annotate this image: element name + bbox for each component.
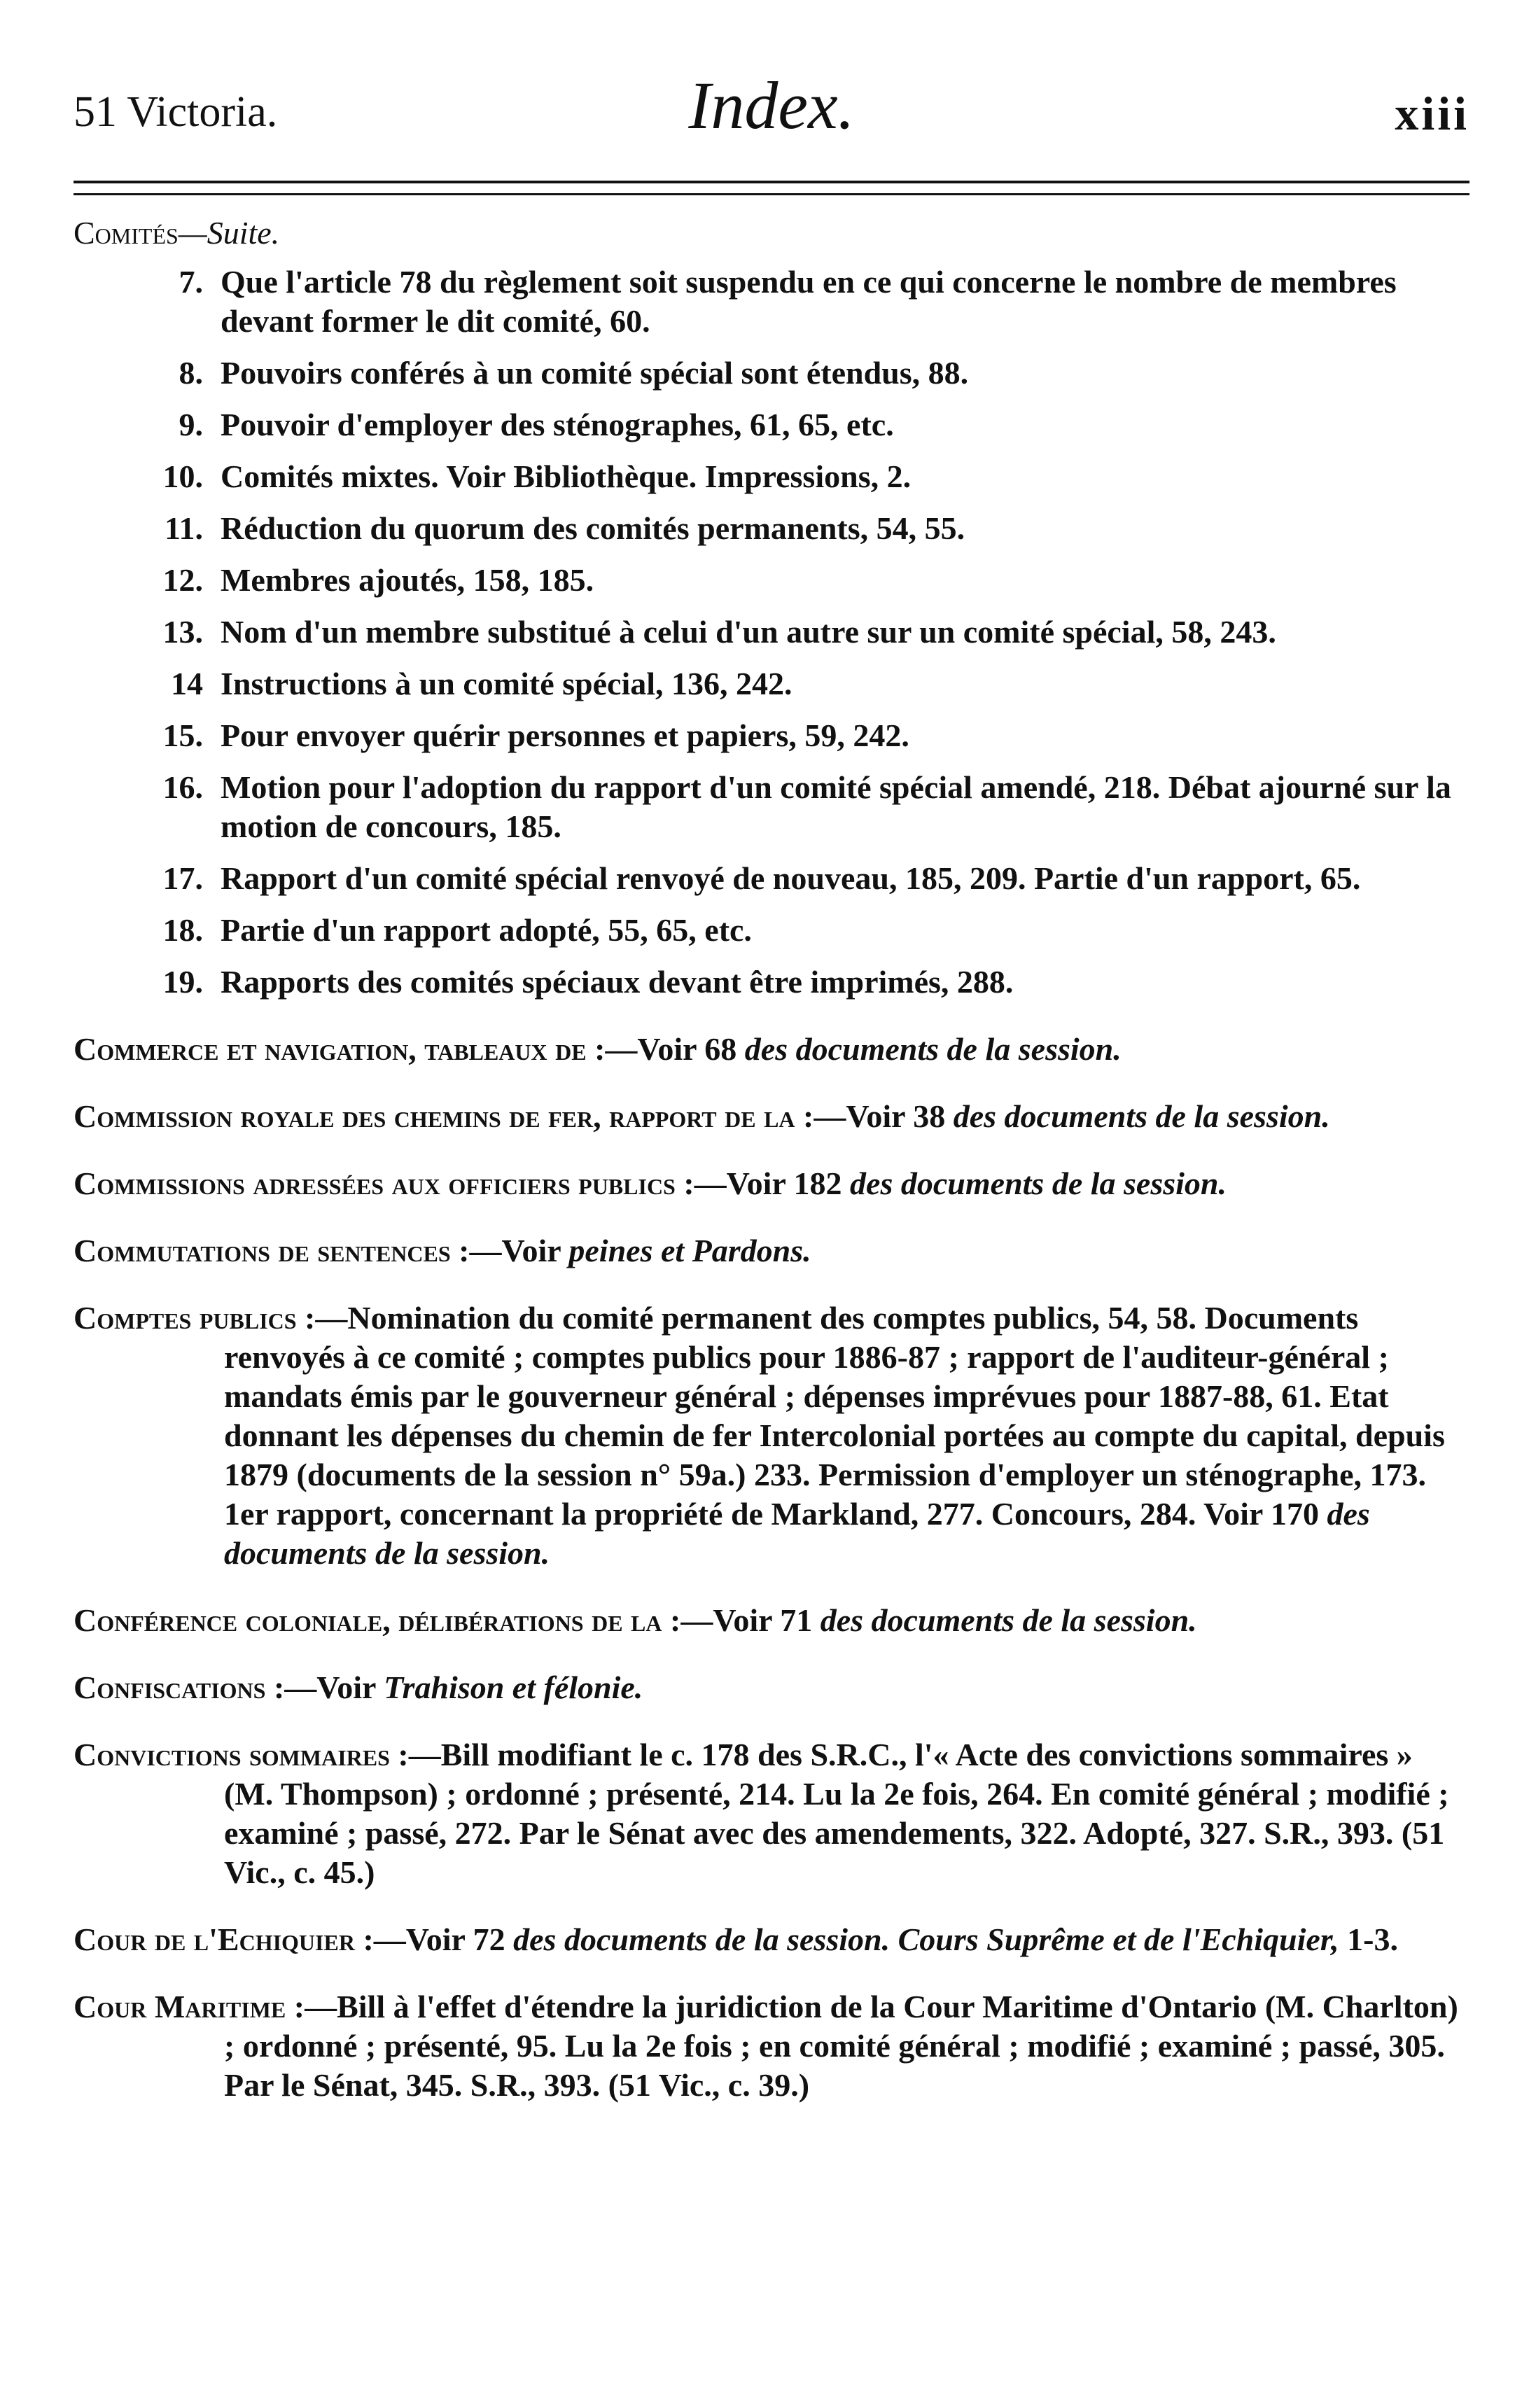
- header-rule: [74, 181, 1469, 195]
- header-title: Index.: [688, 68, 855, 143]
- entry-text: —Voir: [284, 1670, 384, 1705]
- entry-italic: Trahison et félonie.: [384, 1670, 643, 1705]
- continuation-head: Comités: [74, 215, 179, 251]
- index-entry: [74, 1298, 1469, 1573]
- entry-text: —Voir: [469, 1233, 569, 1268]
- entry-text: —Voir 71: [680, 1602, 821, 1638]
- item-number: 15.: [162, 718, 203, 753]
- item-text: Que l'article 78 du règlement soit suspendu en ce qui concerne le nombre de membres devant former le dit comité, 60.: [221, 264, 1397, 339]
- list-item: [74, 768, 1469, 846]
- item-number: 11.: [165, 510, 203, 546]
- item-number: 14: [171, 666, 203, 701]
- item-text: Pouvoirs conférés à un comité spécial sont étendus, 88.: [221, 355, 969, 391]
- numbered-items: [74, 262, 1469, 1002]
- entry-text: —Voir 182: [694, 1166, 851, 1201]
- index-entry: [74, 1231, 1469, 1270]
- entry-head: Cour de l'Echiquier :: [74, 1921, 374, 1957]
- continuation-suffix: —Suite.: [178, 215, 280, 251]
- entry-italic: des documents de la session. Cours Suprême et de l'Echiquier,: [513, 1921, 1339, 1957]
- list-item: [74, 962, 1469, 1002]
- entry-italic: des documents de la session.: [224, 1496, 1370, 1571]
- item-number: 12.: [162, 562, 203, 598]
- entry-head: Commission royale des chemins de fer, rapport de la :: [74, 1098, 814, 1134]
- item-number: 19.: [162, 964, 203, 1000]
- index-entry: [74, 1030, 1469, 1069]
- header-volume: 51 Victoria.: [74, 88, 278, 136]
- item-text: Réduction du quorum des comités permanents, 54, 55.: [221, 510, 965, 546]
- entry-text: —Voir 72: [373, 1921, 514, 1957]
- entry-tail: 1-3.: [1339, 1921, 1398, 1957]
- item-text: Nom d'un membre substitué à celui d'un autre sur un comité spécial, 58, 243.: [221, 614, 1276, 650]
- header-page-number: xiii: [1395, 87, 1469, 140]
- list-item: [74, 561, 1469, 600]
- item-text: Pour envoyer quérir personnes et papiers, 59, 242.: [221, 718, 909, 753]
- list-item: [74, 716, 1469, 755]
- entry-head: Convictions sommaires :: [74, 1737, 409, 1772]
- index-entry: [74, 1601, 1469, 1640]
- entry-italic: des documents de la session.: [850, 1166, 1227, 1201]
- list-item: [74, 457, 1469, 496]
- item-text: Rapport d'un comité spécial renvoyé de nouveau, 185, 209. Partie d'un rapport, 65.: [221, 860, 1361, 896]
- index-entry: [74, 1987, 1469, 2105]
- entry-text: —Bill à l'effet d'étendre la juridiction de la Cour Maritime d'Ontario (M. Charlton) ; ordonné ; présenté, 95. Lu la 2e fois ; en comité général ; modifié ; examiné ; passé, 305. Par le Sénat, 345. S.R., 393. (51 Vic., c. 39.): [224, 1989, 1458, 2103]
- index-entry: [74, 1668, 1469, 1707]
- entry-text: —Bill modifiant le c. 178 des S.R.C., l'« Acte des convictions sommaires » (M. Thompson) ; ordonné ; présenté, 214. Lu la 2e fois, 264. En comité général ; modifié ; examiné ; passé, 272. Par le Sénat avec des amendements, 322. Adopté, 327. S.R., 393. (51 Vic., c. 45.): [224, 1737, 1449, 1890]
- list-item: [74, 262, 1469, 341]
- entry-head: Comptes publics :: [74, 1300, 316, 1336]
- item-text: Partie d'un rapport adopté, 55, 65, etc.: [221, 912, 752, 948]
- list-item: [74, 664, 1469, 704]
- item-number: 9.: [179, 407, 203, 442]
- item-text: Comités mixtes. Voir Bibliothèque. Impressions, 2.: [221, 458, 912, 494]
- list-item: [74, 405, 1469, 444]
- entry-head: Commerce et navigation, tableaux de :: [74, 1031, 606, 1067]
- entry-text: —Voir 68: [605, 1031, 745, 1067]
- entry-italic: des documents de la session.: [820, 1602, 1197, 1638]
- item-number: 8.: [179, 355, 203, 391]
- entry-italic: peines et Pardons.: [568, 1233, 811, 1268]
- list-item: [74, 354, 1469, 393]
- index-entry: [74, 1164, 1469, 1203]
- entry-head: Conférence coloniale, délibérations de la :: [74, 1602, 681, 1638]
- index-body: [74, 214, 1469, 2105]
- item-text: Motion pour l'adoption du rapport d'un comité spécial amendé, 218. Débat ajourné sur la motion de concours, 185.: [221, 769, 1451, 844]
- list-item: [74, 612, 1469, 652]
- list-item: [74, 859, 1469, 898]
- page-header: [74, 66, 1469, 150]
- item-number: 16.: [162, 769, 203, 805]
- entry-head: Commissions adressées aux officiers publics :: [74, 1166, 694, 1201]
- entry-text: —Voir 38: [814, 1098, 954, 1134]
- continuation-heading: [74, 214, 1469, 253]
- entry-head: Cour Maritime :: [74, 1989, 305, 2024]
- entry-italic: des documents de la session.: [953, 1098, 1330, 1134]
- item-number: 18.: [162, 912, 203, 948]
- item-text: Membres ajoutés, 158, 185.: [221, 562, 594, 598]
- item-text: Pouvoir d'employer des sténographes, 61, 65, etc.: [221, 407, 894, 442]
- index-entry: [74, 1735, 1469, 1892]
- entry-text: —Nomination du comité permanent des comptes publics, 54, 58. Documents renvoyés à ce comité ; comptes publics pour 1886-87 ; rapport de l'auditeur-général ; mandats émis par le gouverneur général ; dépenses imprévues pour 1887-88, 61. Etat donnant les dépenses du chemin de fer Intercolonial portées au compte du capital, depuis 1879 (documents de la session n° 59a.) 233. Permission d'employer un sténographe, 173. 1er rapport, concernant la propriété de Markland, 277. Concours, 284. Voir 170: [224, 1300, 1445, 1532]
- index-entry: [74, 1097, 1469, 1136]
- item-number: 17.: [162, 860, 203, 896]
- item-text: Rapports des comités spéciaux devant être imprimés, 288.: [221, 964, 1014, 1000]
- item-number: 10.: [162, 458, 203, 494]
- index-entry: [74, 1920, 1469, 1959]
- list-item: [74, 509, 1469, 548]
- list-item: [74, 911, 1469, 950]
- entry-italic: des documents de la session.: [744, 1031, 1122, 1067]
- entry-head: Commutations de sentences :: [74, 1233, 470, 1268]
- item-number: 7.: [179, 264, 203, 300]
- entry-head: Confiscations :: [74, 1670, 285, 1705]
- item-text: Instructions à un comité spécial, 136, 242.: [221, 666, 793, 701]
- item-number: 13.: [162, 614, 203, 650]
